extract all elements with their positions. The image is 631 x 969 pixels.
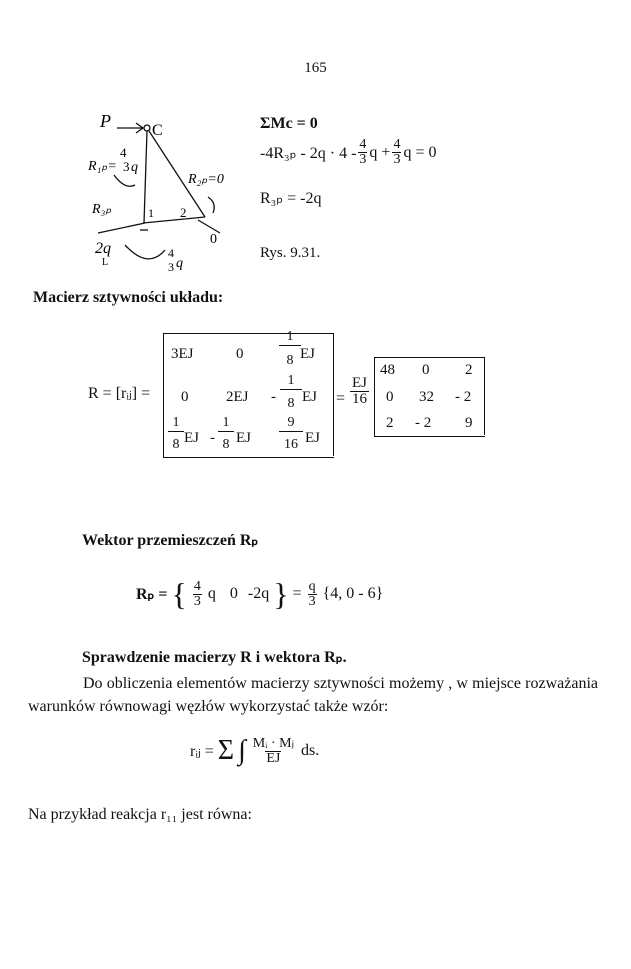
matrix-cell-11: 3EJ bbox=[171, 346, 194, 362]
num-cell-33: 9 bbox=[465, 415, 473, 431]
paragraph: Do obliczenia elementów macierzy sztywności możemy , w miejsce rozważania warunków równowagi węzłów wykorzystać także wzór: bbox=[28, 675, 598, 715]
stiffness-formula bbox=[190, 735, 319, 767]
r1p-q: q bbox=[131, 160, 138, 175]
eq-part1: -4R₃ₚ - 2q · 4 - bbox=[260, 144, 357, 162]
r1p-frac-den: 3 bbox=[123, 159, 130, 174]
matrix-cell-31-den: 8 bbox=[172, 437, 180, 452]
matrix-cell-32-ej: EJ bbox=[236, 430, 251, 446]
num-cell-22: 32 bbox=[419, 389, 434, 405]
formula-tail: ds. bbox=[301, 742, 320, 759]
matrix-cell-31-ej: EJ bbox=[184, 430, 199, 446]
m-den: 3 bbox=[168, 260, 174, 274]
num-cell-31: 2 bbox=[386, 415, 394, 431]
stiffness-matrix-heading: Macierz sztywności układu: bbox=[33, 289, 224, 306]
hinge-c bbox=[144, 125, 150, 131]
factor-numerator: EJ bbox=[352, 375, 367, 391]
formula-lhs: rᵢⱼ = bbox=[190, 743, 214, 760]
figure-caption: Rys. 9.31. bbox=[260, 245, 321, 261]
r1p-label: R₁ₚ= bbox=[88, 159, 117, 174]
c-label: C bbox=[152, 122, 163, 139]
r3p-label: R₃ₚ bbox=[92, 202, 112, 217]
num-cell-11: 48 bbox=[380, 362, 395, 378]
eq-frac2: $\frac{4}{3}$ bbox=[393, 137, 401, 167]
matrix-cell-33-ej: EJ bbox=[305, 430, 320, 446]
eq-part2: q + bbox=[369, 143, 391, 161]
matrix-factor bbox=[350, 376, 369, 407]
num-cell-13: 2 bbox=[465, 362, 473, 378]
vector-eq: = bbox=[292, 585, 302, 602]
structure-diagram bbox=[80, 105, 240, 290]
displacement-vector-heading: Wektor przemieszczeń Rₚ bbox=[82, 532, 259, 549]
sum-symbol: Σ bbox=[217, 735, 235, 766]
matrix-cell-22: 2EJ bbox=[226, 389, 249, 405]
left-brace: { bbox=[171, 576, 187, 612]
eq-frac1: $\frac{4}{3}$ bbox=[359, 137, 367, 167]
zero-label: 0 bbox=[210, 232, 217, 247]
node-1-label: 1 bbox=[148, 206, 154, 220]
matrix-lhs: R = [rᵢⱼ] = bbox=[88, 385, 151, 402]
vector-q-frac: $\frac{q}{3}$ bbox=[308, 578, 316, 609]
matrix-cell-33-num: 9 bbox=[279, 415, 303, 432]
twoq-den: L bbox=[102, 257, 109, 268]
member-1c bbox=[144, 131, 147, 223]
matrix-cell-23-den: 8 bbox=[287, 396, 295, 411]
matrix-cell-13-ej: EJ bbox=[300, 346, 315, 362]
matrix-cell-13-num: 1 bbox=[279, 329, 301, 346]
m-q: q bbox=[176, 256, 183, 271]
vector-frac: $\frac{4}{3}$ bbox=[193, 578, 201, 609]
r1p-frac-num: 4 bbox=[120, 145, 127, 160]
matrix-equals: = bbox=[336, 390, 346, 407]
check-heading: Sprawdzenie macierzy R i wektora Rₚ. bbox=[82, 649, 347, 666]
r3p-result: R₃ₚ = -2q bbox=[260, 190, 322, 207]
m-num: 4 bbox=[168, 246, 174, 260]
num-cell-23: - 2 bbox=[455, 389, 472, 405]
matrix-cell-23-num: 1 bbox=[280, 373, 302, 390]
node-2-label: 2 bbox=[180, 205, 187, 220]
displacement-vector-equation bbox=[136, 578, 383, 610]
moment-equation bbox=[260, 138, 436, 167]
final-line: Na przykład reakcja r₁₁ jest równa: bbox=[28, 806, 252, 823]
num-cell-12: 0 bbox=[422, 362, 430, 378]
matrix-cell-12: 0 bbox=[236, 346, 244, 362]
matrix-cell-31-num: 1 bbox=[168, 415, 184, 432]
vector-lhs: Rₚ = bbox=[136, 586, 168, 603]
matrix-cell-21: 0 bbox=[181, 389, 189, 405]
sum-moments-equation: ΣMc = 0 bbox=[260, 115, 318, 132]
matrix-cell-23-ej: EJ bbox=[302, 389, 317, 405]
num-cell-32: - 2 bbox=[415, 415, 432, 431]
eq-part3: q = 0 bbox=[403, 143, 437, 161]
vector-q: q bbox=[207, 585, 216, 602]
integral-symbol: ∫ bbox=[238, 735, 246, 766]
matrix-cell-32-den: 8 bbox=[222, 437, 230, 452]
twoq-label: 2q bbox=[95, 240, 111, 257]
matrix-cell-23-minus: - bbox=[271, 389, 276, 405]
num-cell-21: 0 bbox=[386, 389, 394, 405]
vector-v3: -2q bbox=[247, 585, 270, 602]
matrix-cell-33-den: 16 bbox=[284, 437, 298, 452]
vector-values: {4, 0 - 6} bbox=[322, 585, 384, 602]
vector-v2: 0 bbox=[229, 585, 238, 602]
r2p-label: R₂ₚ=0 bbox=[188, 172, 224, 187]
factor-denominator: 16 bbox=[352, 391, 367, 407]
page-number: 165 bbox=[304, 60, 327, 76]
matrix-cell-32-minus: - bbox=[210, 430, 215, 446]
formula-frac: $\frac{\text{Mᵢ · Mⱼ}}{EJ}$ bbox=[252, 735, 295, 766]
matrix-cell-32-num: 1 bbox=[218, 415, 234, 432]
right-brace: } bbox=[273, 576, 289, 612]
matrix-cell-13-den: 8 bbox=[286, 353, 294, 368]
p-label: P bbox=[100, 111, 111, 131]
